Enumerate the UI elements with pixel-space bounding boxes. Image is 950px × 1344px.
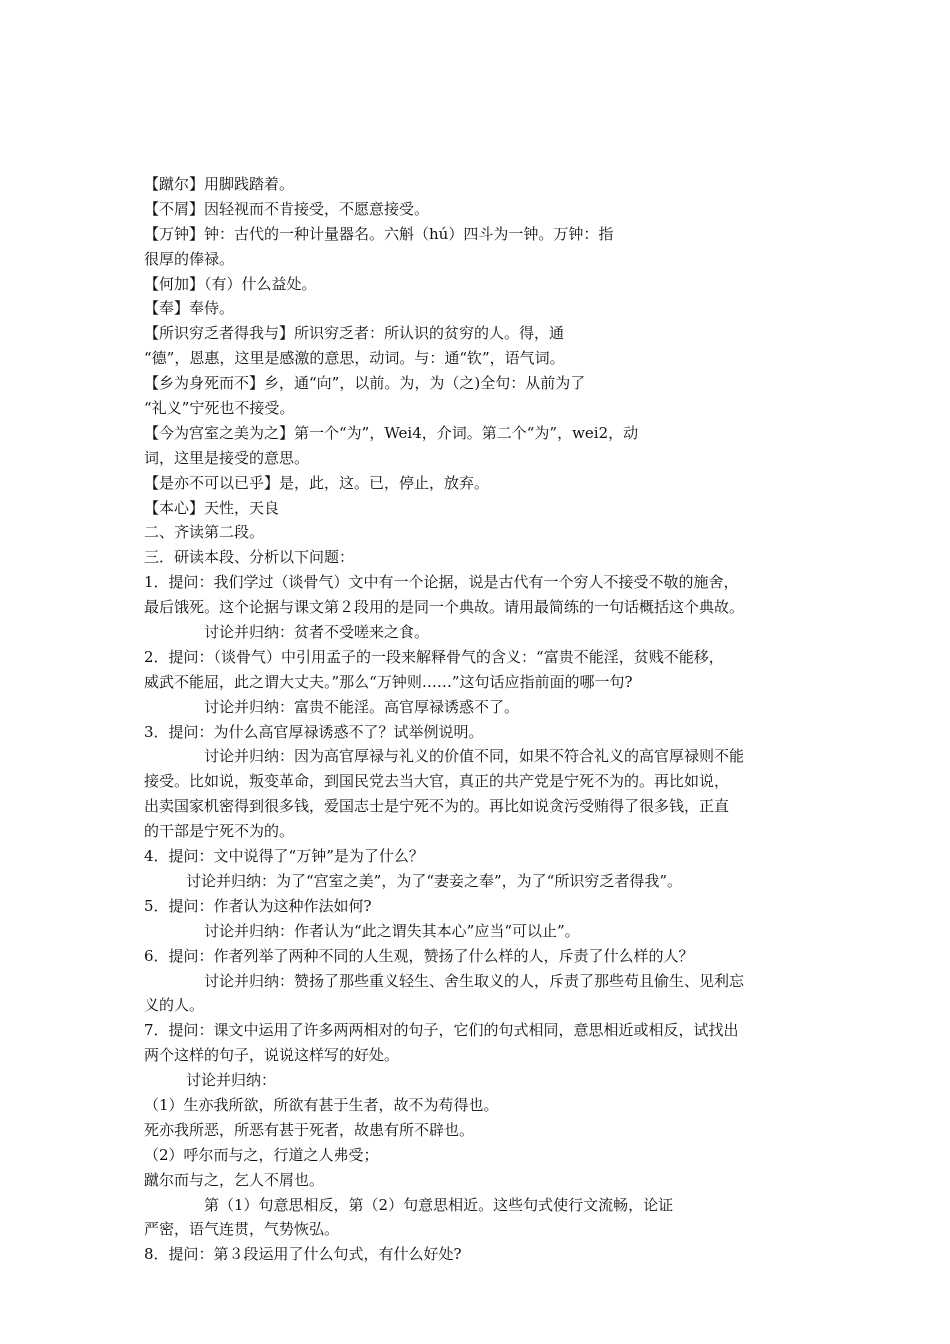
text-line: 【乡为身死而不】乡，通“向”，以前。为，为（之)全句：从前为了 — [144, 374, 586, 393]
text-line: （1）生亦我所欲，所欲有甚于生者，故不为苟得也。 — [144, 1095, 499, 1114]
text-line: 【奉】奉侍。 — [144, 299, 235, 318]
text-line: 【本心】天性，天良 — [144, 498, 280, 517]
text-line: 2．提问：（谈骨气）中引用孟子的一段来解释骨气的含义：“富贵不能淫，贫贱不能移， — [144, 647, 724, 666]
text-line: 讨论并归纳：因为高官厚禄与礼义的价值不同，如果不符合礼义的高官厚禄则不能 — [204, 747, 745, 766]
document-body — [144, 172, 950, 1267]
text-line: 8．提问：第３段运用了什么句式，有什么好处? — [144, 1245, 462, 1264]
text-line: 【所识穷乏者得我与】所识穷乏者：所认识的贫穷的人。得，通 — [144, 324, 565, 343]
text-line: 讨论并归纳：作者认为“此之谓失其本心”应当“可以止”。 — [204, 921, 580, 940]
text-line: 6．提问：作者列举了两种不同的人生观，赞扬了什么样的人，斥责了什么样的人？ — [144, 946, 694, 965]
text-line: 7．提问：课文中运用了许多两两相对的句子，它们的句式相同，意思相近或相反，试找出 — [144, 1021, 739, 1040]
text-line: 义的人。 — [144, 996, 205, 1015]
text-line: 【不屑】因轻视而不肯接受，不愿意接受。 — [144, 199, 430, 218]
text-line: 讨论并归纳： — [186, 1071, 277, 1090]
text-line: 最后饿死。这个论据与课文第２段用的是同一个典故。请用最简练的一句话概括这个典故。 — [144, 598, 745, 617]
text-line: 【今为宫室之美为之】第一个“为”，Wei4，介词。第二个“为”，wei2，动 — [144, 423, 639, 442]
text-line: 三．研读本段、分析以下问题： — [144, 548, 355, 567]
text-line: 严密，语气连贯，气势恢弘。 — [144, 1220, 340, 1239]
text-line: 威武不能屈，此之谓大丈夫。”那么“万钟则……”这句话应指前面的哪一句? — [144, 672, 633, 691]
text-line: 讨论并归纳：富贵不能淫。高官厚禄诱惑不了。 — [204, 697, 520, 716]
text-line: 1．提问：我们学过（谈骨气）文中有一个论据，说是古代有一个穷人不接受不敬的施舍， — [144, 573, 739, 592]
text-line: 4．提问：文中说得了“万钟”是为了什么？ — [144, 847, 424, 866]
text-line: “德”，恩惠，这里是感激的意思，动词。与：通“钦”，语气词。 — [144, 349, 565, 368]
text-line: 讨论并归纳：贫者不受嗟来之食。 — [204, 623, 430, 642]
text-line: 很厚的俸禄。 — [144, 249, 235, 268]
text-line: 【蹴尔】用脚践踏着。 — [144, 175, 295, 193]
text-line: 第（1）句意思相反，第（2）句意思相近。这些句式使行文流畅，论证 — [204, 1195, 674, 1214]
text-line: 的干部是宁死不为的。 — [144, 822, 295, 841]
text-line: 蹴尔而与之，乞人不屑也。 — [144, 1170, 325, 1189]
text-line: 出卖国家机密得到很多钱，爱国志士是宁死不为的。再比如说贪污受贿得了很多钱，正直 — [144, 797, 730, 816]
text-line: 【何加】（有）什么益处。 — [144, 274, 317, 293]
text-line: 接受。比如说，叛变革命，到国民党去当大官，真正的共产党是宁死不为的。再比如说， — [144, 772, 730, 791]
text-line: （2）呼尔而与之，行道之人弗受； — [144, 1145, 379, 1164]
text-line: “礼义”宁死也不接受。 — [144, 399, 295, 418]
text-line: 5．提问：作者认为这种作法如何? — [144, 896, 372, 915]
text-line: 死亦我所恶，所恶有甚于死者，故患有所不辟也。 — [144, 1120, 475, 1139]
text-line: 【是亦不可以已乎】是，此，这。已，停止，放弃。 — [144, 473, 490, 492]
text-line: 【万钟】钟：古代的一种计量器名。六斛（hú）四斗为一钟。万钟：指 — [144, 224, 614, 243]
text-line: 二、齐读第二段。 — [144, 523, 265, 542]
text-line: 词，这里是接受的意思。 — [144, 448, 310, 467]
text-line: 两个这样的句子，说说这样写的好处。 — [144, 1046, 400, 1065]
text-line: 3．提问：为什么高官厚禄诱惑不了？试举例说明。 — [144, 722, 484, 741]
text-line: 讨论并归纳：为了“宫室之美”，为了“妻妾之奉”，为了“所识穷乏者得我”。 — [186, 871, 683, 890]
text-line: 讨论并归纳：赞扬了那些重义轻生、舍生取义的人，斥责了那些苟且偷生、见利忘 — [204, 971, 745, 990]
